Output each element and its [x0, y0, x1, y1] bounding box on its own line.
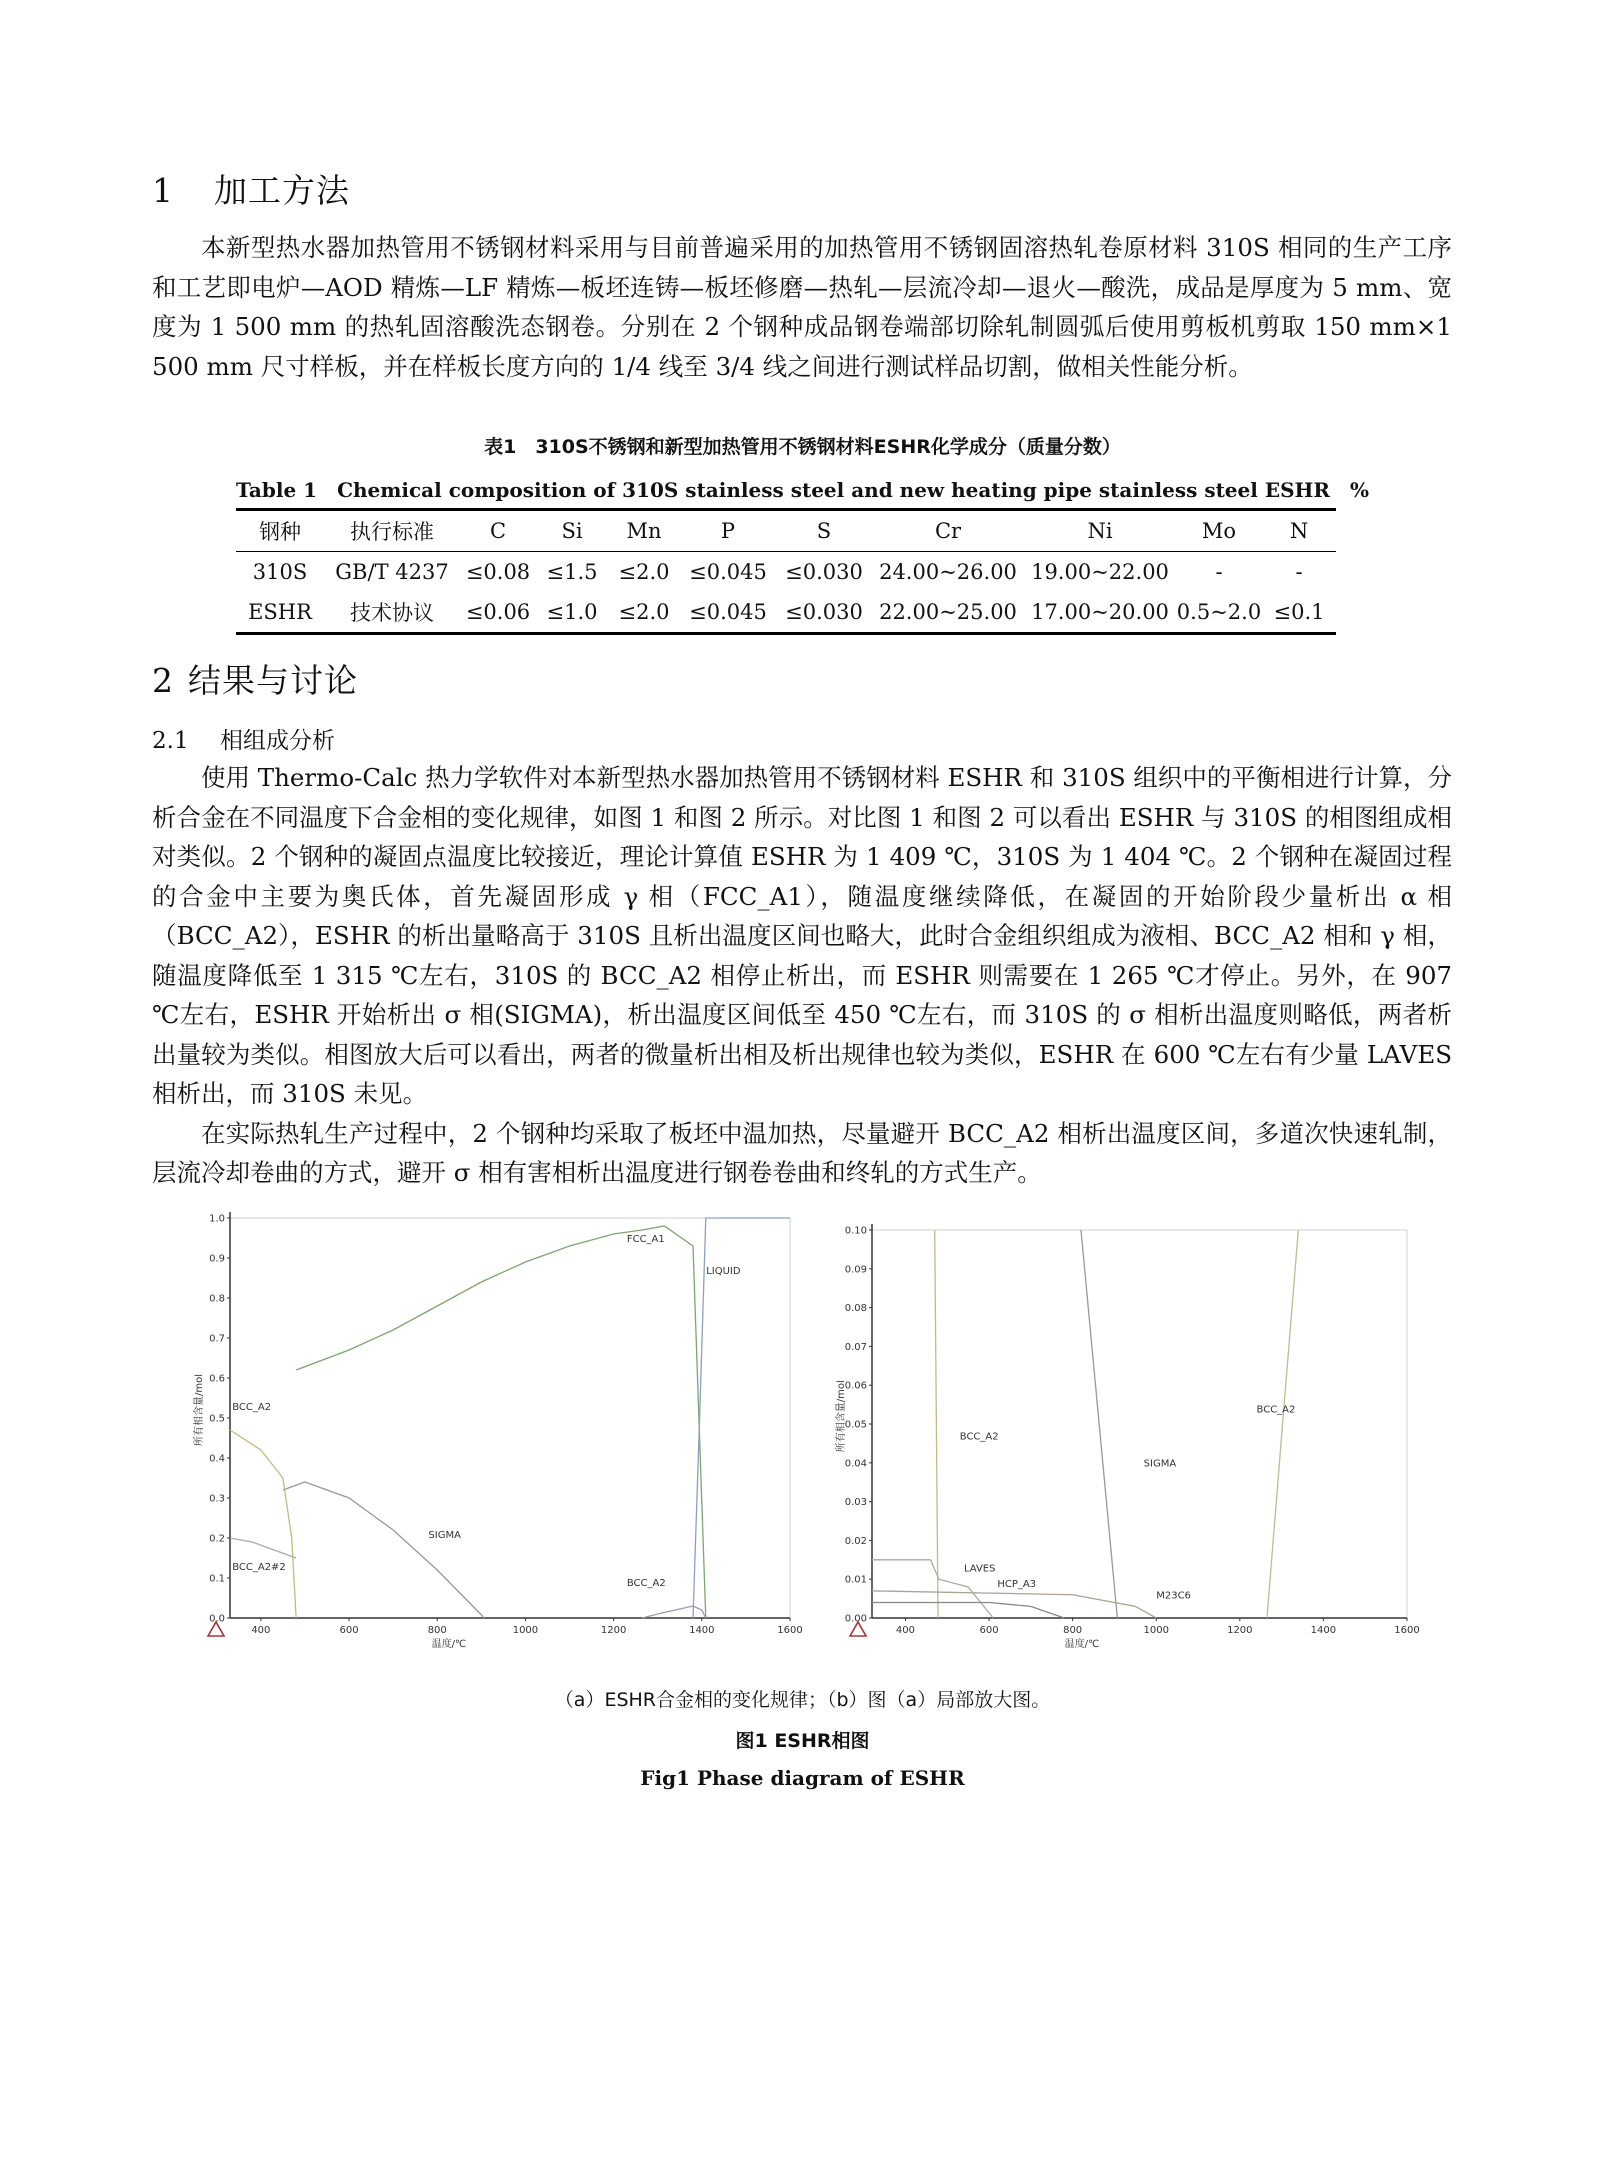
- x-tick-label: 1600: [1394, 1625, 1420, 1636]
- series-annotation: BCC_A2: [1256, 1404, 1296, 1416]
- series-line-sigma: [283, 1482, 485, 1618]
- section-2-number: 2: [152, 661, 174, 700]
- x-tick-label: 1000: [512, 1625, 539, 1636]
- section-2-1-number: 2.1: [152, 728, 189, 754]
- x-tick-label: 1200: [1227, 1625, 1253, 1636]
- x-tick-label: 800: [427, 1625, 447, 1636]
- section-2-heading: [152, 655, 358, 702]
- table-cell: ≤0.030: [785, 560, 863, 584]
- figure-1-caption-en: Fig1 Phase diagram of ESHR: [640, 1766, 965, 1790]
- chart-b: [834, 1224, 1420, 1650]
- table-header-cell: C: [489, 519, 507, 543]
- y-axis-label: 所有相含量/mol: [836, 1380, 847, 1453]
- series-line-bcc-a2: [935, 1230, 938, 1618]
- series-line-sigma: [1081, 1230, 1117, 1618]
- table-header-cell: 钢种: [259, 520, 301, 544]
- table-cell: 310S: [252, 560, 308, 584]
- series-line-bcc-a2-high-t-: [642, 1606, 705, 1618]
- y-tick-label: 0.6: [209, 1373, 225, 1385]
- y-axis-label: 所有相含量/mol: [194, 1373, 205, 1447]
- table-header-cell: Mo: [1201, 519, 1237, 543]
- y-tick-label: 0.02: [844, 1535, 867, 1547]
- table-cell: ≤0.045: [689, 560, 767, 584]
- figure-1-charts: [194, 1198, 1420, 1668]
- series-annotation: SIGMA: [1143, 1458, 1177, 1470]
- series-annotation: BCC_A2: [626, 1578, 666, 1589]
- chart-a: [192, 1212, 803, 1650]
- table-cell: 0.5~2.0: [1176, 600, 1262, 624]
- section-1-heading: [152, 165, 350, 212]
- table-header-cell: N: [1289, 519, 1309, 543]
- table-header-row: [236, 510, 1336, 552]
- table-cell: -: [1295, 560, 1303, 584]
- table-header-cell: Mn: [626, 519, 662, 543]
- series-annotation: LAVES: [963, 1563, 996, 1575]
- series-line-fcc-a1: [296, 1226, 706, 1618]
- y-tick-label: 0.10: [844, 1225, 867, 1237]
- y-tick-label: 0.9: [209, 1253, 225, 1265]
- table-cell: ≤0.08: [465, 560, 531, 584]
- table-cell: ≤0.045: [689, 600, 767, 624]
- series-annotation: LIQUID: [706, 1266, 741, 1277]
- table-1: [236, 508, 1336, 635]
- y-tick-label: 1.0: [209, 1213, 225, 1225]
- table-cell: ESHR: [248, 600, 312, 624]
- plot-frame: [872, 1230, 1407, 1618]
- table-cell: ≤2.0: [618, 560, 670, 584]
- table-header-cell: S: [816, 519, 832, 543]
- y-tick-label: 0.7: [209, 1333, 225, 1345]
- table-1-caption-en: Table 1 Chemical composition of 310S stainless steel and new heating pipe stainless steel ESHR %: [235, 478, 1370, 502]
- series-line-bcc-a2-high-t-: [1267, 1230, 1298, 1618]
- series-annotation: HCP_A3: [997, 1578, 1037, 1590]
- y-tick-label: 0.01: [844, 1574, 867, 1586]
- x-tick-label: 400: [895, 1625, 915, 1636]
- y-tick-label: 0.05: [844, 1419, 867, 1431]
- table-cell: 17.00~20.00: [1031, 600, 1169, 624]
- y-tick-label: 0.08: [844, 1303, 867, 1315]
- table-cell: 19.00~22.00: [1031, 560, 1169, 584]
- section-1-paragraph: [152, 228, 1452, 386]
- chemical-composition-table: [236, 508, 1336, 635]
- y-tick-label: 0.03: [844, 1497, 867, 1509]
- table-cell: ≤0.030: [785, 600, 863, 624]
- table-cell: ≤2.0: [618, 600, 670, 624]
- plot-frame: [230, 1218, 790, 1618]
- x-tick-label: 1400: [689, 1625, 715, 1636]
- series-annotation: BCC_A2#2: [232, 1562, 286, 1573]
- y-tick-label: 0.06: [844, 1380, 867, 1392]
- paragraph-text: 在实际热轧生产过程中，2 个钢种均采取了板坯中温加热，尽量避开 BCC_A2 相析出温度区间，多道次快速轧制，层流冷却卷曲的方式，避开 σ 相有害相析出温度进行钢卷卷曲和终轧的方式生产。: [152, 1118, 1452, 1187]
- table-header-cell: 执行标准: [350, 520, 434, 544]
- y-tick-label: 0.3: [209, 1493, 225, 1505]
- table-cell: 技术协议: [350, 601, 434, 625]
- series-line-bcc-a2: [230, 1430, 296, 1618]
- x-tick-label: 1000: [1143, 1625, 1169, 1636]
- section-2-1-body: [152, 758, 1452, 1193]
- y-tick-label: 0.1: [209, 1573, 225, 1585]
- table-header-cell: Cr: [934, 519, 962, 543]
- table-cell: 22.00~25.00: [879, 600, 1017, 624]
- y-tick-label: 0.0: [209, 1613, 225, 1625]
- table-header-cell: P: [720, 519, 736, 543]
- table-row: [236, 552, 1336, 593]
- x-tick-label: 600: [339, 1625, 359, 1636]
- y-tick-label: 0.09: [844, 1264, 867, 1276]
- table-cell: 24.00~26.00: [879, 560, 1017, 584]
- series-annotation: M23C6: [1156, 1590, 1191, 1602]
- figure-1-subcaption: （a）ESHR合金相的变化规律；（b）图（a）局部放大图。: [554, 1689, 1051, 1711]
- x-tick-label: 400: [251, 1625, 271, 1636]
- table-cell: ≤0.06: [465, 600, 531, 624]
- section-2-title: 结果与讨论: [188, 661, 358, 700]
- series-annotation: SIGMA: [428, 1530, 461, 1541]
- table-cell: ≤1.0: [546, 600, 598, 624]
- table-header-cell: Ni: [1087, 519, 1113, 543]
- table-header-cell: Si: [561, 519, 583, 543]
- y-tick-label: 0.8: [209, 1293, 225, 1305]
- y-tick-label: 0.07: [844, 1341, 867, 1353]
- paragraph-text: 使用 Thermo-Calc 热力学软件对本新型热水器加热管用不锈钢材料 ESHR 和 310S 组织中的平衡相进行计算，分析合金在不同温度下合金相的变化规律，如图 1 和图 2 所示。对比图 1 和图 2 可以看出 ESHR 与 310S 的相图组成相对类似。2 个钢种的凝固点温度比较接近，理论计算值 ESHR 为 1 409 ℃，310S 为 1 404 ℃。2 个钢种在凝固过程的合金中主要为奥氏体，首先凝固形成 γ 相（FCC_A1），随温度继续降低，在凝固的开始阶段少量析出 α 相（BCC_A2），ESHR 的析出量略高于 310S 且析出温度区间也略大，此时合金组织组成为液相、BCC_A2 相和 γ 相，随温度降低至 1 315 ℃左右，310S 的 BCC_A2 相停止析出，而 ESHR 则需要在 1 265 ℃才停止。另外，在 907 ℃左右，ESHR 开始析出 σ 相(SIGMA)，析出温度区间低至 450 ℃左右，而 310S 的 σ 相析出温度则略低，两者析出量较为类似。相图放大后可以看出，两者的微量析出相及析出规律也较为类似，ESHR 在 600 ℃左右有少量 LAVES 相析出，而 310S 未见。: [152, 763, 1452, 1108]
- x-tick-label: 600: [979, 1625, 999, 1636]
- table-cell: ≤1.5: [546, 560, 598, 584]
- series-annotation: BCC_A2: [959, 1431, 999, 1443]
- section-2-1-title: 相组成分析: [220, 728, 335, 754]
- series-line-hcp-a3: [872, 1602, 1064, 1618]
- y-tick-label: 0.2: [209, 1533, 225, 1545]
- series-annotation: FCC_A1: [626, 1234, 665, 1245]
- x-axis-label: 温度/℃: [1064, 1639, 1100, 1650]
- table-cell: ≤0.1: [1273, 600, 1325, 624]
- series-annotation: BCC_A2: [232, 1402, 272, 1413]
- x-tick-label: 1600: [777, 1625, 803, 1636]
- table-cell: -: [1215, 560, 1223, 584]
- series-line-bcc-a2-2: [230, 1538, 296, 1558]
- y-tick-label: 0.5: [209, 1413, 225, 1425]
- figure-1-caption-cn: 图1 ESHR相图: [735, 1730, 870, 1752]
- paragraph-text: 本新型热水器加热管用不锈钢材料采用与目前普遍采用的加热管用不锈钢固溶热轧卷原材料 310S 相同的生产工序和工艺即电炉—AOD 精炼—LF 精炼—板坯连铸—板坯修磨—热轧—层流冷却—退火—酸洗，成品是厚度为 5 mm、宽度为 1 500 mm 的热轧固溶酸洗态钢卷。分别在 2 个钢种成品钢卷端部切除轧制圆弧后使用剪板机剪取 150 mm×1 500 mm 尺寸样板，并在样板长度方向的 1/4 线至 3/4 线之间进行测试样品切割，做相关性能分析。: [152, 233, 1452, 381]
- table-cell: GB/T 4237: [335, 560, 449, 584]
- section-1-title: 加工方法: [214, 171, 350, 210]
- section-1-number: 1: [152, 171, 174, 210]
- y-tick-label: 0.4: [209, 1453, 225, 1465]
- y-tick-label: 0.00: [844, 1613, 867, 1625]
- y-tick-label: 0.04: [844, 1458, 867, 1470]
- series-line-liquid: [693, 1218, 790, 1618]
- section-2-1-heading: [152, 722, 335, 755]
- table-row: [236, 592, 1336, 634]
- table-1-caption-cn: 表1 310S不锈钢和新型加热管用不锈钢材料ESHR化学成分（质量分数）: [484, 436, 1121, 458]
- x-tick-label: 1200: [600, 1625, 627, 1636]
- x-tick-label: 1400: [1310, 1625, 1337, 1636]
- x-tick-label: 800: [1063, 1625, 1083, 1636]
- x-axis-label: 温度/℃: [431, 1639, 467, 1650]
